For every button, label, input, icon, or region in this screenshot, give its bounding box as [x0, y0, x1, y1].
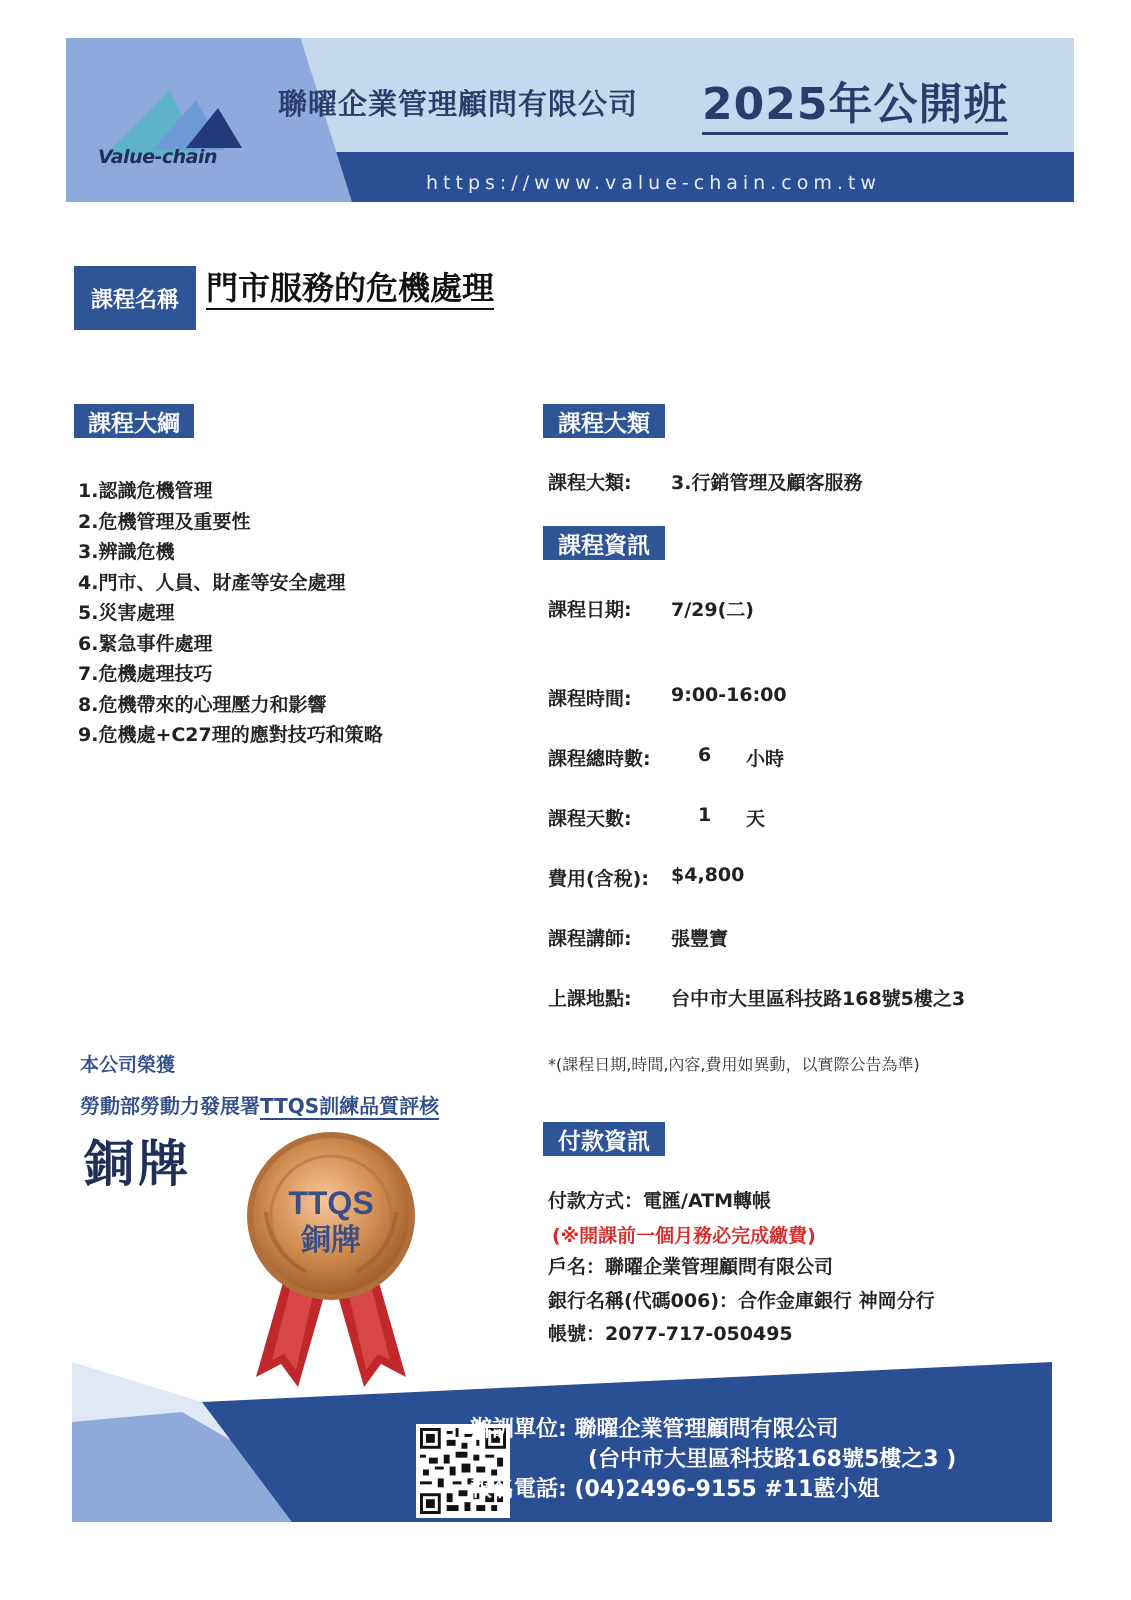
days-value: 1	[698, 804, 712, 826]
category-label: 課程大類	[543, 404, 665, 438]
honor-line-2-underlined: TTQS訓練品質評核	[260, 1094, 440, 1118]
footer-address: (台中市大里區科技路168號5樓之3 )	[588, 1447, 957, 1472]
time-value: 9:00-16:00	[671, 684, 787, 706]
page-footer	[72, 1362, 1052, 1522]
footer-phone: 報名電話: (04)2496-9155 #11藍小姐	[470, 1477, 880, 1502]
medal-text-2: 銅牌	[301, 1223, 361, 1258]
outline-item: 8.危機帶來的心理壓力和影響	[78, 693, 327, 716]
fee-value: $4,800	[671, 864, 745, 886]
honor-line-2-prefix: 勞動部勞動力發展署	[80, 1094, 260, 1118]
page-header	[66, 38, 1074, 202]
time-key: 課程時間:	[548, 688, 632, 710]
footer-organizer: 辦訓單位: 聯曜企業管理顧問有限公司	[470, 1417, 839, 1442]
outline-item: 2.危機管理及重要性	[78, 510, 251, 533]
course-name: 門市服務的危機處理	[206, 268, 494, 310]
outline-item: 4.門市、人員、財產等安全處理	[78, 571, 346, 594]
hours-key: 課程總時數:	[548, 748, 651, 770]
payment-method: 付款方式：電匯/ATM轉帳	[548, 1190, 772, 1212]
value-chain-logo-icon	[96, 78, 256, 198]
outline-item: 5.災害處理	[78, 602, 175, 624]
medal-text-1: TTQS	[288, 1185, 374, 1221]
disclaimer-note: *(課程日期,時間,內容,費用如異動，以實際公告為準)	[548, 1055, 920, 1074]
logo-text: Value-chain	[98, 146, 218, 168]
page-title: 2025年公開班	[702, 68, 1008, 135]
outline-item: 9.危機處+C27理的應對技巧和策略	[78, 724, 383, 746]
fee-key: 費用(含稅):	[548, 868, 649, 890]
location-key: 上課地點:	[548, 988, 632, 1010]
honor-line-2	[80, 1090, 439, 1119]
bronze-award-text: 銅牌	[84, 1135, 192, 1193]
account-name: 戶名：聯曜企業管理顧問有限公司	[548, 1256, 834, 1278]
outline-item: 7.危機處理技巧	[78, 663, 213, 685]
category-value: 3.行銷管理及顧客服務	[671, 472, 863, 494]
outline-item: 3.辨識危機	[78, 541, 175, 563]
location-value: 台中市大里區科技路168號5樓之3	[671, 988, 966, 1010]
lecturer-key: 課程講師:	[548, 928, 632, 950]
hours-value: 6	[698, 744, 712, 766]
website-url[interactable]: https://www.value-chain.com.tw	[426, 172, 881, 194]
outline-list	[78, 476, 383, 751]
course-name-label: 課程名稱	[74, 266, 196, 330]
account-number: 帳號：2077-717-050495	[548, 1323, 793, 1345]
lecturer-value: 張豐寶	[671, 928, 729, 950]
outline-item: 6.緊急事件處理	[78, 632, 213, 655]
company-name: 聯曜企業管理顧問有限公司	[278, 87, 639, 121]
payment-label: 付款資訊	[543, 1122, 665, 1156]
hours-unit: 小時	[746, 748, 785, 770]
days-key: 課程天數:	[548, 808, 632, 830]
category-key: 課程大類:	[548, 472, 632, 494]
honor-line-1: 本公司榮獲	[80, 1054, 176, 1076]
bank-name: 銀行名稱(代碼006)：合作金庫銀行 神岡分行	[548, 1290, 935, 1312]
payment-warning: (※開課前一個月務必完成繳費)	[552, 1225, 816, 1247]
outline-label: 課程大綱	[74, 404, 194, 438]
outline-item: 1.認識危機管理	[78, 480, 213, 502]
bronze-medal-icon	[236, 1132, 426, 1392]
date-key: 課程日期:	[548, 599, 632, 621]
info-label: 課程資訊	[543, 526, 665, 560]
days-unit: 天	[746, 808, 766, 830]
date-value: 7/29(二)	[671, 599, 754, 621]
